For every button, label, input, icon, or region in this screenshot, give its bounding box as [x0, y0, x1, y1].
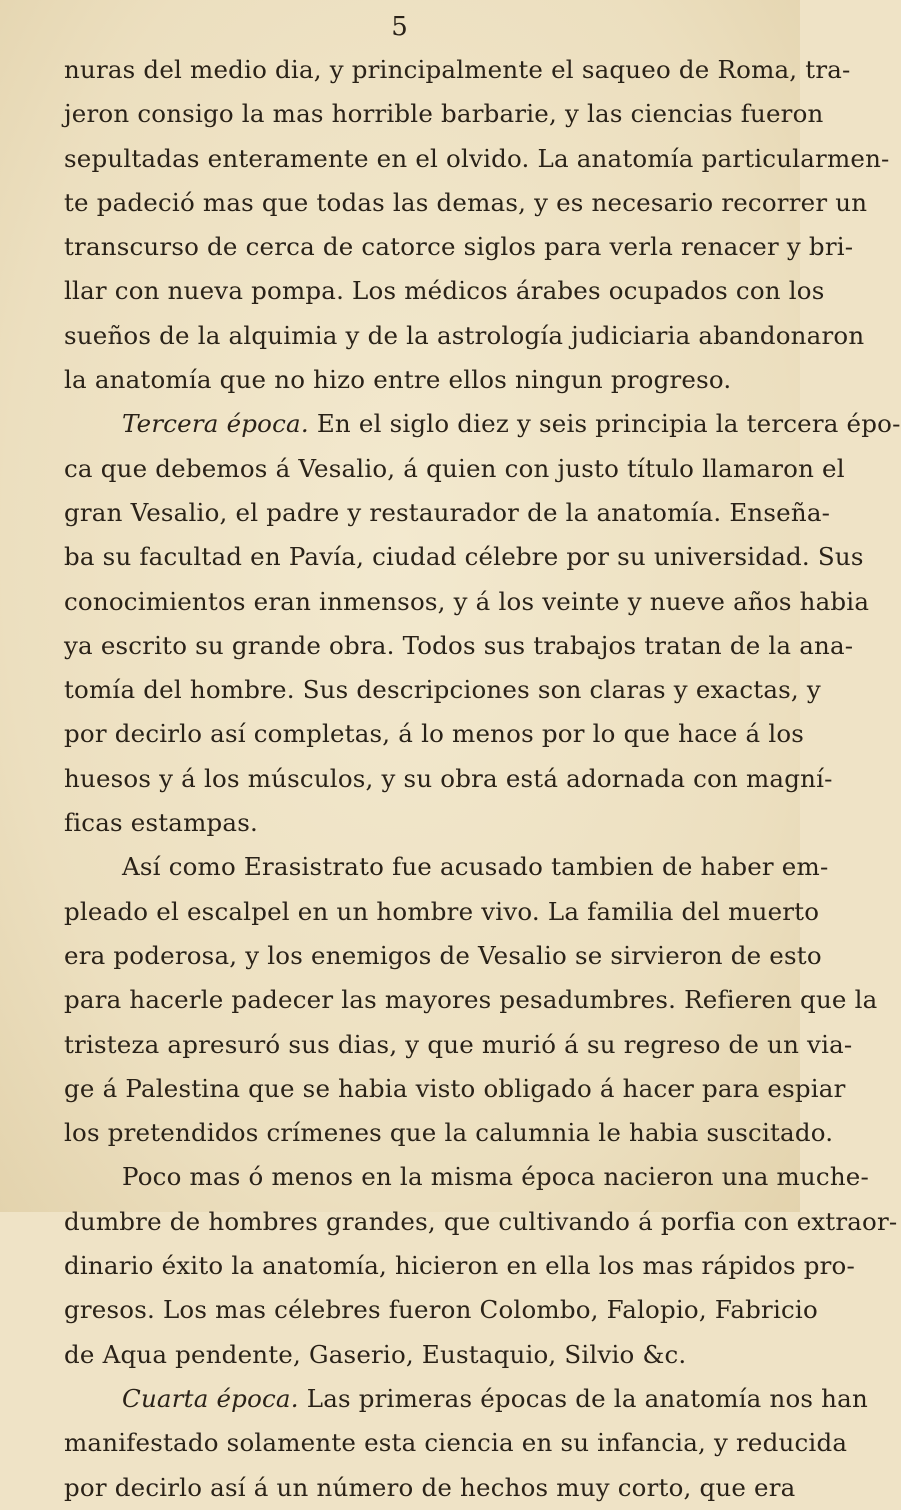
text-line: para hacerle padecer las mayores pesadumbres. Refieren que la [64, 985, 878, 1015]
body-text [64, 48, 901, 1510]
text-line: Poco mas ó menos en la misma época nacieron una muche- [122, 1162, 869, 1192]
text-line-content: Las primeras épocas de la anatomía nos han [298, 1383, 868, 1413]
text-line: ca que debemos á Vesalio, á quien con justo título llamaron el [64, 453, 845, 483]
text-line: manifestado solamente esta ciencia en su infancia, y reducida [64, 1428, 848, 1458]
text-line: era poderosa, y los enemigos de Vesalio se sirvieron de esto [64, 940, 822, 970]
text-line: los pretendidos crímenes que la calumnia le habia suscitado. [64, 1118, 834, 1148]
section-heading-line [64, 1377, 868, 1421]
text-line: sueños de la alquimia y de la astrología judiciaria abandonaron [64, 320, 865, 350]
section-heading: Tercera época. [122, 409, 309, 439]
text-line: transcurso de cerca de catorce siglos para verla renacer y bri- [64, 232, 854, 262]
text-line: Así como Erasistrato fue acusado tambien de haber em- [122, 852, 829, 882]
text-line: gresos. Los mas célebres fueron Colombo, Falopio, Fabricio [64, 1295, 818, 1325]
text-line: dinario éxito la anatomía, hicieron en ella los mas rápidos pro- [64, 1251, 855, 1281]
text-line: huesos y á los músculos, y su obra está adornada con magní- [64, 763, 833, 793]
text-line: dumbre de hombres grandes, que cultivando á porfia con extraor- [64, 1206, 898, 1236]
text-line: ge á Palestina que se habia visto obligado á hacer para espiar [64, 1073, 846, 1103]
text-line: llar con nueva pompa. Los médicos árabes ocupados con los [64, 276, 825, 306]
section-heading-line [64, 402, 901, 446]
page-number: 5 [391, 12, 409, 42]
text-line: tristeza apresuró sus dias, y que murió á su regreso de un via- [64, 1029, 853, 1059]
text-line: jeron consigo la mas horrible barbarie, y las ciencias fueron [64, 99, 824, 129]
text-line: nuras del medio dia, y principalmente el saqueo de Roma, tra- [64, 55, 851, 84]
text-line: de Aqua pendente, Gaserio, Eustaquio, Silvio &c. [64, 1339, 687, 1369]
text-line: sepultadas enteramente en el olvido. La anatomía particularmen- [64, 143, 890, 173]
text-line: tomía del hombre. Sus descripciones son claras y exactas, y [64, 675, 821, 705]
text-line: te padeció mas que todas las demas, y es necesario recorrer un [64, 187, 868, 217]
text-line: gran Vesalio, el padre y restaurador de la anatomía. Enseña- [64, 497, 831, 527]
text-line: pleado el escalpel en un hombre vivo. La familia del muerto [64, 896, 820, 926]
section-heading: Cuarta época. [122, 1383, 299, 1413]
text-line: conocimientos eran inmensos, y á los veinte y nueve años habia [64, 586, 870, 616]
text-line: ba su facultad en Pavía, ciudad célebre por su universidad. Sus [64, 542, 864, 572]
text-line: por decirlo así completas, á lo menos por lo que hace á los [64, 719, 805, 749]
text-line: ya escrito su grande obra. Todos sus trabajos tratan de la ana- [64, 630, 854, 660]
text-line: la anatomía que no hizo entre ellos ningun progreso. [64, 365, 732, 395]
text-line-content: En el siglo diez y seis principia la tercera épo- [308, 409, 901, 439]
text-line: ficas estampas. [64, 808, 258, 838]
text-line: por decirlo así á un número de hechos muy corto, que era [64, 1472, 796, 1502]
